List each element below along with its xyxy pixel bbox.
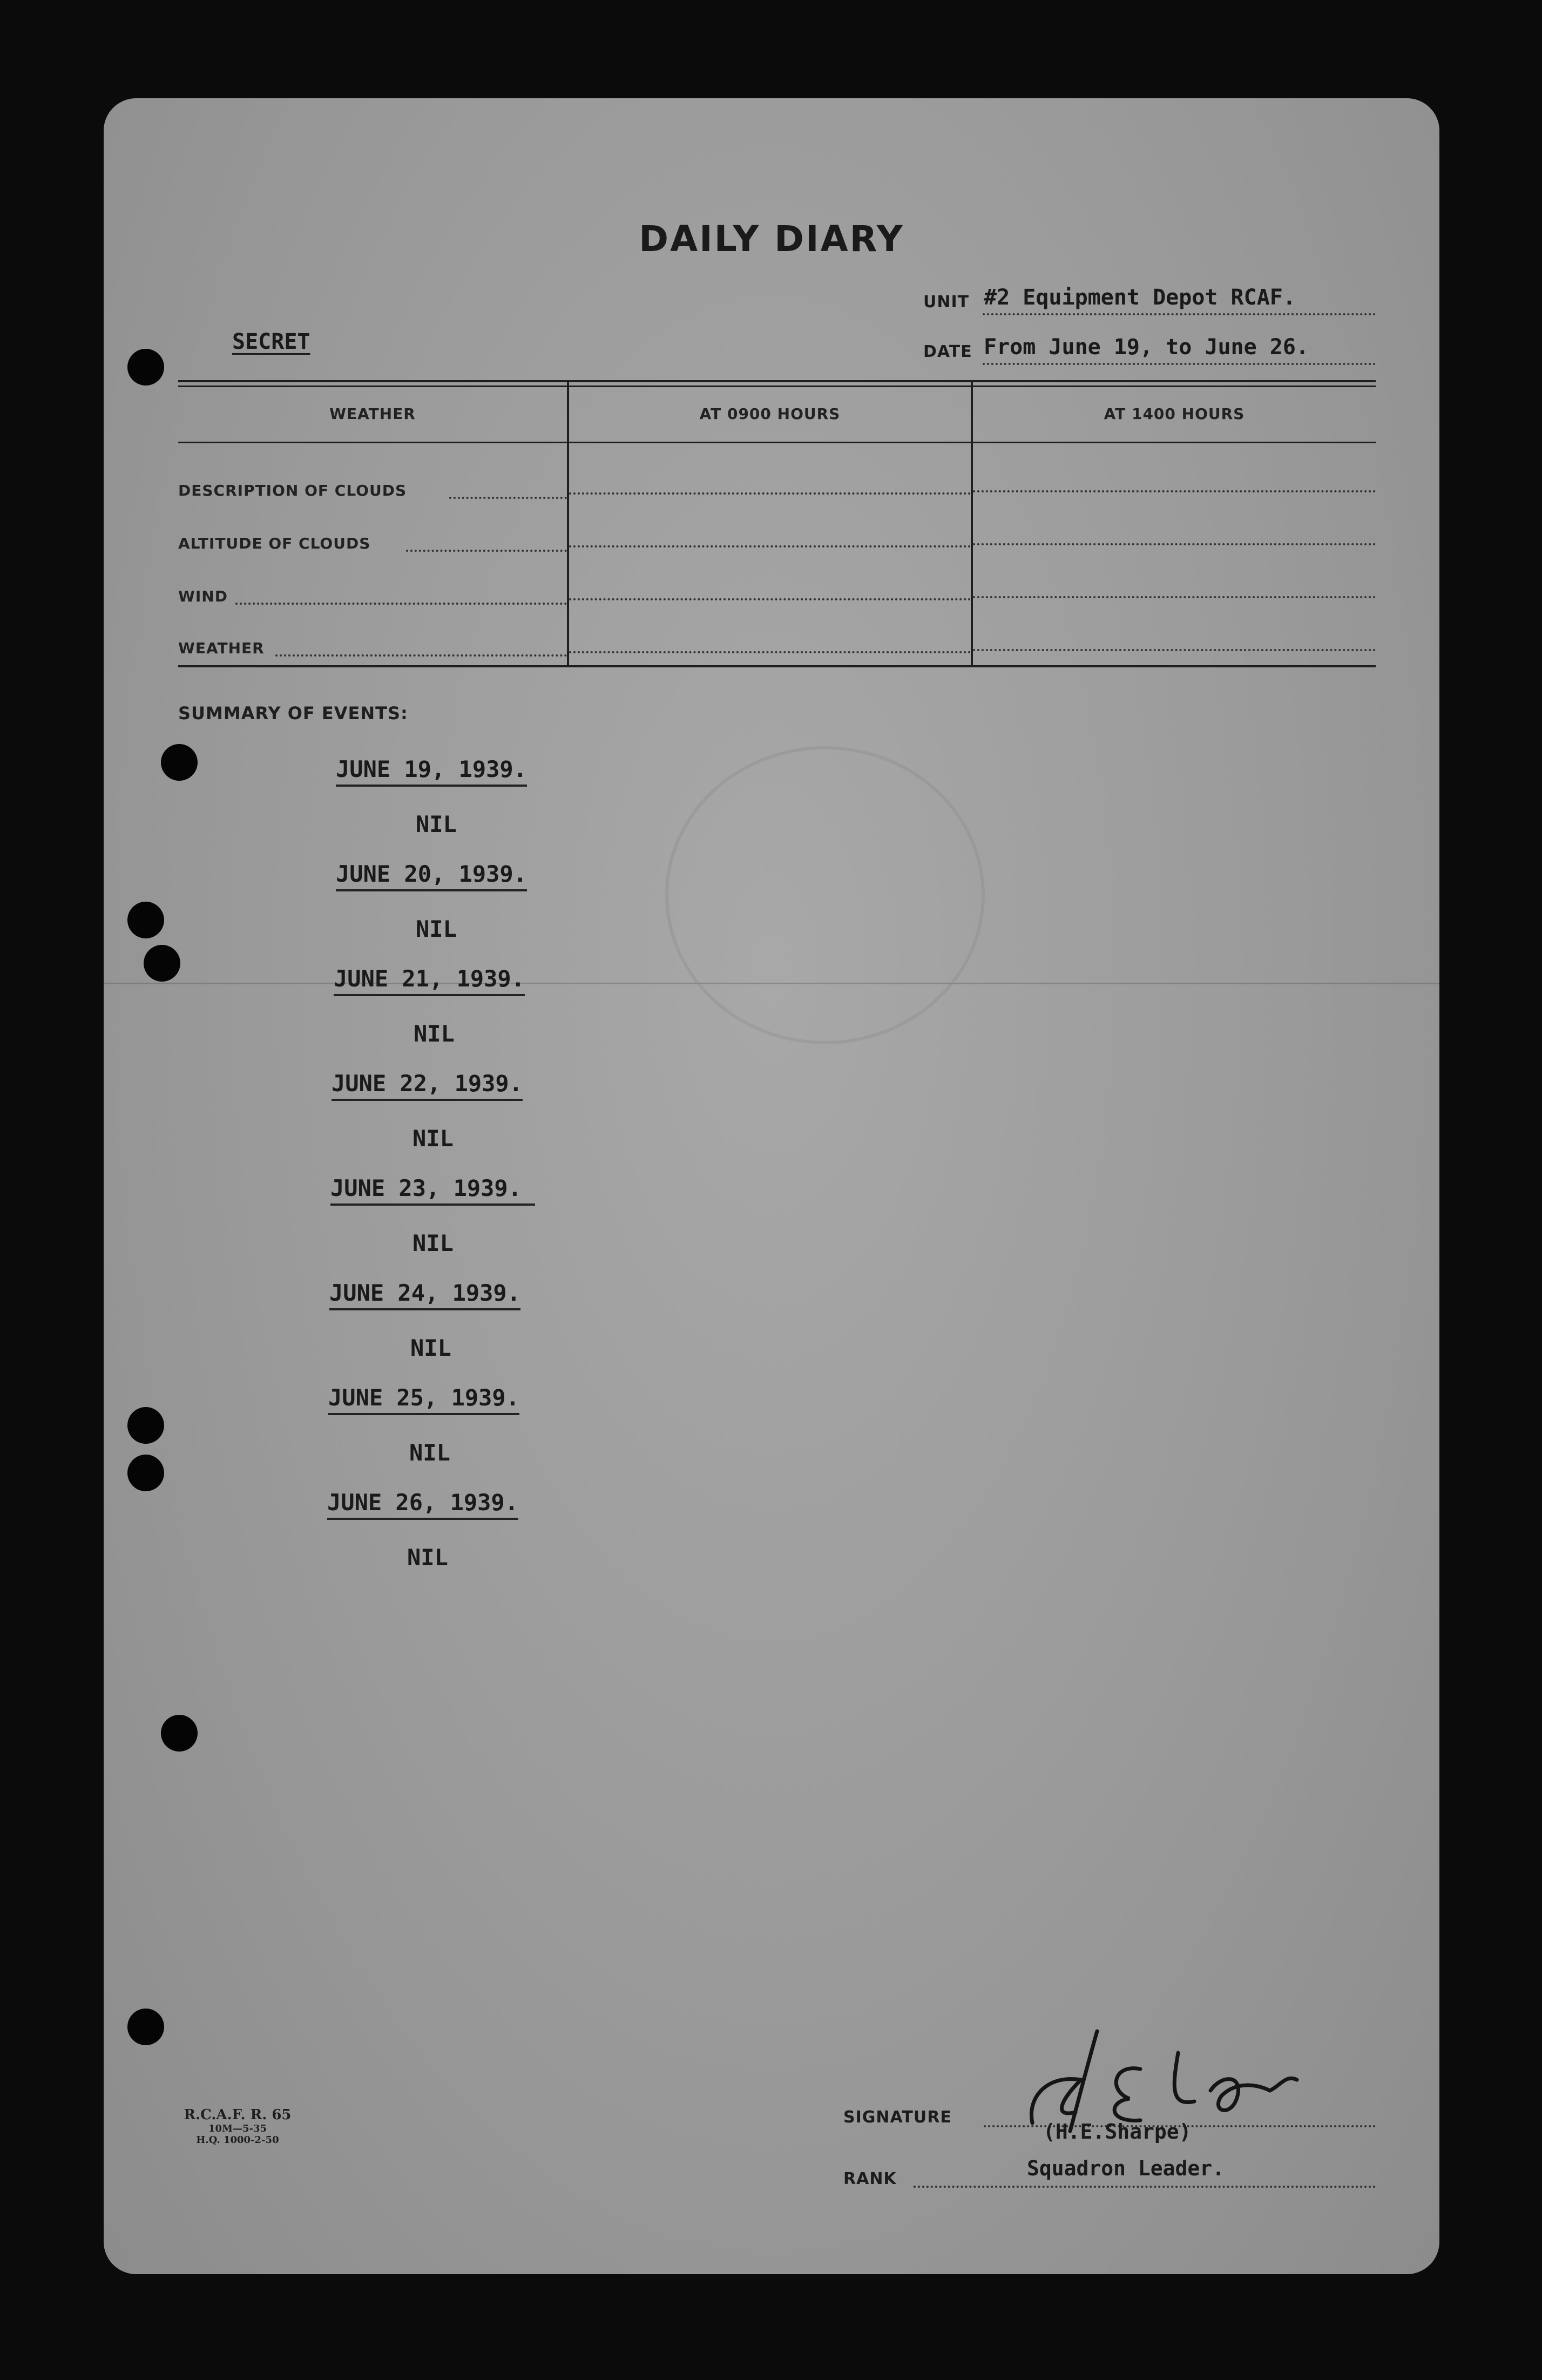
binder-hole — [161, 1715, 198, 1752]
signature-label: SIGNATURE — [843, 2108, 952, 2127]
row-description-of-clouds: DESCRIPTION OF CLOUDS — [178, 482, 407, 499]
date-label: DATE — [923, 342, 972, 361]
row-dotline — [973, 543, 1376, 545]
row-altitude-of-clouds: ALTITUDE OF CLOUDS — [178, 535, 371, 552]
form-reference — [178, 2107, 297, 2146]
form-print-line: H.Q. 1000-2-50 — [196, 2134, 279, 2146]
entry-text: NIL — [407, 1544, 448, 1571]
row-dotline — [569, 545, 971, 547]
row-dotline — [406, 550, 567, 552]
classification-mark: SECRET — [232, 329, 310, 354]
faded-seal-stamp — [665, 746, 985, 1044]
rank-value: Squadron Leader. — [1027, 2156, 1225, 2180]
entry-date: JUNE 19, 1939. — [336, 756, 527, 787]
row-dotline — [973, 490, 1376, 492]
signatory-name: (H.E.Sharpe) — [1043, 2120, 1192, 2144]
date-dotline — [983, 363, 1376, 365]
rank-label: RANK — [843, 2169, 897, 2188]
form-number: R.C.A.F. R. 65 — [184, 2107, 292, 2123]
header-1400: AT 1400 HOURS — [1104, 405, 1245, 423]
entry-text: NIL — [412, 1230, 454, 1256]
entry-text: NIL — [416, 916, 457, 942]
summary-heading: SUMMARY OF EVENTS: — [178, 703, 408, 724]
binder-hole — [127, 1455, 164, 1491]
header-0900: AT 0900 HOURS — [699, 405, 841, 423]
entry-date: JUNE 20, 1939. — [336, 861, 527, 891]
entry-text: NIL — [416, 811, 457, 837]
table-header-rule — [178, 442, 1376, 443]
entry-date: JUNE 23, 1939. — [330, 1175, 535, 1206]
entry-text: NIL — [409, 1439, 450, 1466]
binder-hole — [127, 1407, 164, 1444]
entry-date: JUNE 21, 1939. — [334, 965, 525, 996]
entry-date: JUNE 25, 1939. — [328, 1384, 519, 1415]
binder-hole — [127, 2009, 164, 2045]
rank-dotline — [914, 2186, 1376, 2188]
row-dotline — [569, 598, 971, 600]
entry-text: NIL — [412, 1125, 454, 1152]
table-top-rule — [178, 380, 1376, 382]
table-top-rule-2 — [178, 386, 1376, 387]
row-dotline — [569, 492, 971, 495]
form-print-line: 10M—5-35 — [208, 2123, 267, 2134]
header-weather: WEATHER — [329, 405, 416, 423]
entry-text: NIL — [410, 1335, 451, 1361]
table-bottom-rule — [178, 665, 1376, 667]
diary-page — [104, 98, 1439, 2274]
unit-label: UNIT — [923, 293, 970, 312]
unit-dotline — [983, 313, 1376, 315]
table-col-divider — [971, 380, 973, 667]
row-dotline — [973, 596, 1376, 598]
binder-hole — [161, 744, 198, 781]
entry-text: NIL — [414, 1020, 455, 1047]
row-dotline — [569, 651, 971, 653]
date-value: From June 19, to June 26. — [984, 335, 1309, 360]
row-dotline — [275, 654, 567, 657]
row-dotline — [235, 603, 567, 605]
page-title: DAILY DIARY — [639, 218, 904, 260]
row-wind: WIND — [178, 587, 228, 605]
entry-date: JUNE 26, 1939. — [327, 1489, 518, 1520]
row-weather: WEATHER — [178, 639, 265, 657]
entry-date: JUNE 22, 1939. — [332, 1070, 523, 1101]
unit-value: #2 Equipment Depot RCAF. — [984, 285, 1296, 310]
binder-hole — [127, 902, 164, 938]
entry-date: JUNE 24, 1939. — [329, 1280, 520, 1310]
binder-hole — [127, 349, 164, 386]
table-col-divider — [567, 380, 569, 667]
row-dotline — [973, 649, 1376, 651]
binder-hole — [144, 945, 180, 982]
row-dotline — [449, 497, 567, 499]
